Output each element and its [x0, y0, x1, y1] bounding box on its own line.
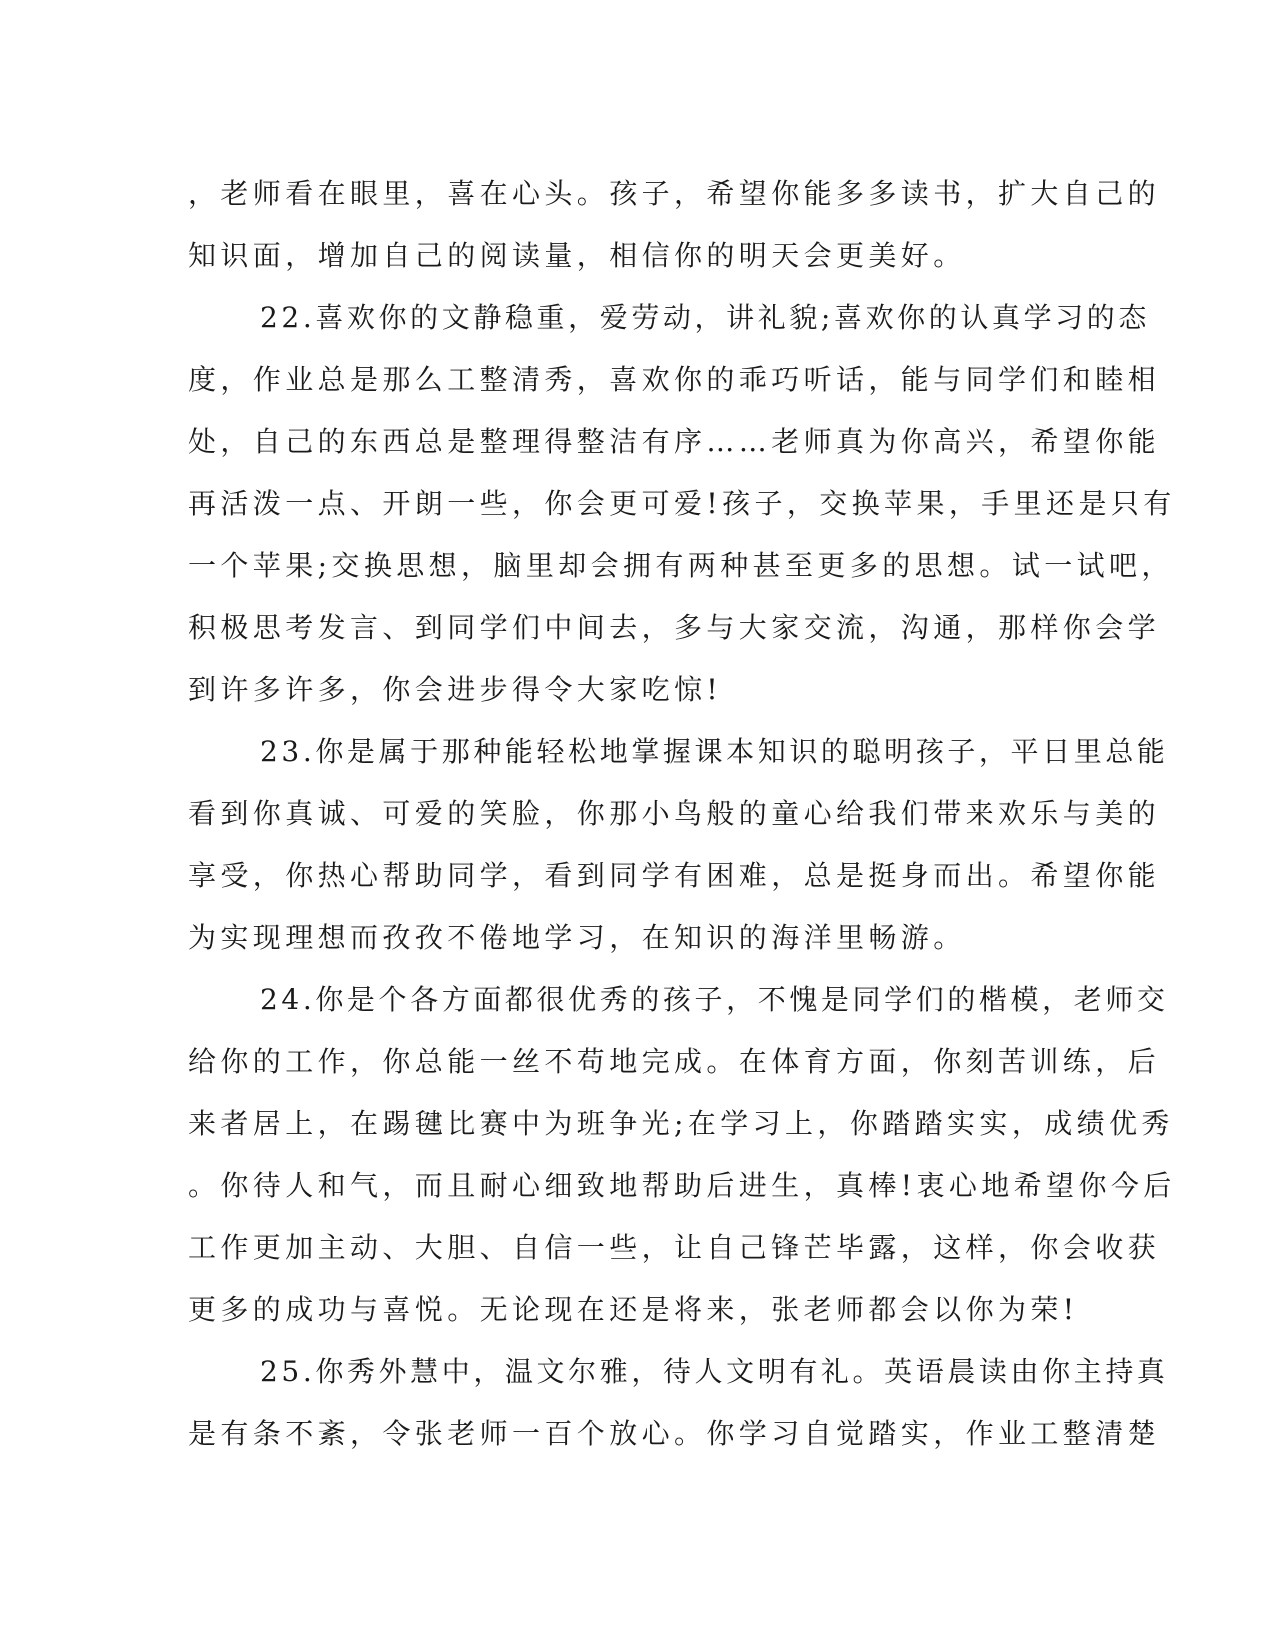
text-line: 再活泼一点、开朗一些，你会更可爱!孩子，交换苹果，手里还是只有	[188, 487, 1176, 520]
text-line: 到许多许多，你会进步得令大家吃惊!	[188, 673, 723, 706]
text-line: 一个苹果;交换思想，脑里却会拥有两种甚至更多的思想。试一试吧，	[188, 549, 1174, 582]
text-line: 积极思考发言、到同学们中间去，多与大家交流，沟通，那样你会学	[188, 611, 1161, 644]
text-line: 看到你真诚、可爱的笑脸，你那小鸟般的童心给我们带来欢乐与美的	[188, 797, 1161, 830]
text-line: 享受，你热心帮助同学，看到同学有困难，总是挺身而出。希望你能	[188, 859, 1161, 892]
paragraph-start-23: 23.你是属于那种能轻松地掌握课本知识的聪明孩子，平日里总能	[260, 735, 1169, 768]
paragraph-start-25: 25.你秀外慧中，温文尔雅，待人文明有礼。英语晨读由你主持真	[260, 1355, 1169, 1388]
text-line: 给你的工作，你总能一丝不苟地完成。在体育方面，你刻苦训练，后	[188, 1045, 1161, 1078]
text-line: ，老师看在眼里，喜在心头。孩子，希望你能多多读书，扩大自己的	[188, 177, 1161, 210]
text-line: 工作更加主动、大胆、自信一些，让自己锋芒毕露，这样，你会收获	[188, 1231, 1161, 1264]
text-line: 度，作业总是那么工整清秀，喜欢你的乖巧听话，能与同学们和睦相	[188, 363, 1161, 396]
paragraph-start-22: 22.喜欢你的文静稳重，爱劳动，讲礼貌;喜欢你的认真学习的态	[260, 301, 1150, 334]
document-body	[188, 163, 1176, 1465]
text-line: 是有条不紊，令张老师一百个放心。你学习自觉踏实，作业工整清楚	[188, 1417, 1161, 1450]
text-line: 来者居上，在踢毽比赛中为班争光;在学习上，你踏踏实实，成绩优秀	[188, 1107, 1174, 1140]
text-line: 。你待人和气，而且耐心细致地帮助后进生，真棒!衷心地希望你今后	[188, 1169, 1176, 1202]
text-line: 更多的成功与喜悦。无论现在还是将来，张老师都会以你为荣!	[188, 1293, 1079, 1326]
text-line: 处，自己的东西总是整理得整洁有序……老师真为你高兴，希望你能	[188, 425, 1161, 458]
text-line: 为实现理想而孜孜不倦地学习，在知识的海洋里畅游。	[188, 921, 966, 954]
paragraph-start-24: 24.你是个各方面都很优秀的孩子，不愧是同学们的楷模，老师交	[260, 983, 1169, 1016]
text-line: 知识面，增加自己的阅读量，相信你的明天会更美好。	[188, 239, 966, 272]
